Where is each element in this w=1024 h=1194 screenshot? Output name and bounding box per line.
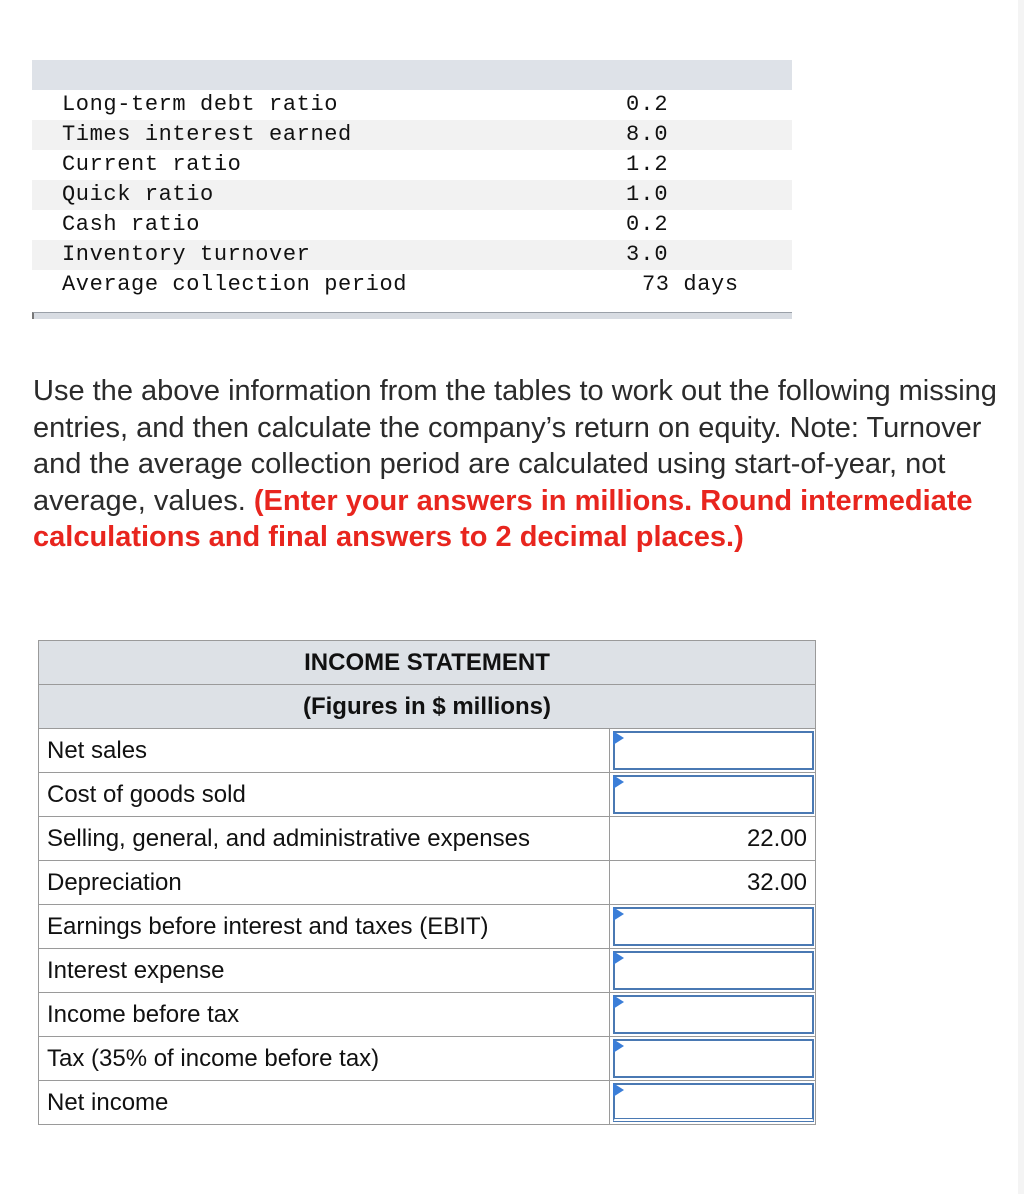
ratio-value: 8.0 bbox=[626, 122, 669, 147]
ebit-input[interactable] bbox=[613, 907, 814, 946]
answer-cell bbox=[610, 1081, 816, 1125]
ratio-row bbox=[32, 210, 792, 240]
input-flag-icon bbox=[613, 995, 624, 1009]
ratio-value: 73 days bbox=[642, 272, 739, 297]
interest-expense-input[interactable] bbox=[613, 951, 814, 990]
input-flag-icon bbox=[613, 1039, 624, 1053]
instructions-emphasis: (Enter your answers in millions. Round intermediate calculations and final answers to 2 decimal places.) bbox=[33, 484, 973, 553]
ratio-label: Quick ratio bbox=[62, 182, 214, 207]
row-label: Cost of goods sold bbox=[39, 773, 610, 817]
ratio-label: Long-term debt ratio bbox=[62, 92, 339, 117]
ratio-table-footer bbox=[32, 312, 792, 319]
ratio-label: Current ratio bbox=[62, 152, 242, 177]
answer-cell bbox=[610, 949, 816, 993]
answer-cell bbox=[610, 993, 816, 1037]
question-instructions bbox=[33, 373, 1018, 556]
ratio-row bbox=[32, 270, 792, 300]
row-label: Net sales bbox=[39, 729, 610, 773]
row-label: Net income bbox=[39, 1081, 610, 1125]
ratio-label: Cash ratio bbox=[62, 212, 201, 237]
ratio-label: Average collection period bbox=[62, 272, 408, 297]
input-flag-icon bbox=[613, 1083, 624, 1097]
ratio-value: 0.2 bbox=[626, 92, 669, 117]
answer-cell bbox=[610, 773, 816, 817]
income-statement-subtitle-row bbox=[39, 685, 816, 729]
row-label: Earnings before interest and taxes (EBIT) bbox=[39, 905, 610, 949]
input-flag-icon bbox=[613, 951, 624, 965]
ratio-value: 3.0 bbox=[626, 242, 669, 267]
instructions-text: Use the above information from the tables to work out the following missing entries, and then calculate the company’s return on equity. Note: Turnover and the average collection period are calculated using start-of-year, not average, values. bbox=[33, 375, 997, 517]
ratio-row bbox=[32, 120, 792, 150]
ratio-table bbox=[32, 60, 792, 319]
ratio-row bbox=[32, 240, 792, 270]
row-label: Tax (35% of income before tax) bbox=[39, 1037, 610, 1081]
input-flag-icon bbox=[613, 775, 624, 789]
table-row bbox=[39, 1037, 816, 1081]
table-row bbox=[39, 729, 816, 773]
ratio-row bbox=[32, 150, 792, 180]
ratio-table-header bbox=[32, 60, 792, 90]
income-before-tax-input[interactable] bbox=[613, 995, 814, 1034]
ratio-row bbox=[32, 90, 792, 120]
row-label: Interest expense bbox=[39, 949, 610, 993]
answer-cell bbox=[610, 729, 816, 773]
row-label: Income before tax bbox=[39, 993, 610, 1037]
table-row bbox=[39, 949, 816, 993]
input-flag-icon bbox=[613, 731, 624, 745]
ratio-value: 1.0 bbox=[626, 182, 669, 207]
table-row bbox=[39, 905, 816, 949]
row-label: Depreciation bbox=[39, 861, 610, 905]
cost-of-goods-sold-input[interactable] bbox=[613, 775, 814, 814]
income-statement-title: INCOME STATEMENT bbox=[39, 641, 816, 685]
tax-input[interactable] bbox=[613, 1039, 814, 1078]
net-income-input[interactable] bbox=[613, 1083, 814, 1122]
ratio-value: 0.2 bbox=[626, 212, 669, 237]
depreciation-value: 32.00 bbox=[610, 861, 816, 905]
answer-cell bbox=[610, 1037, 816, 1081]
table-row bbox=[39, 1081, 816, 1125]
table-row bbox=[39, 817, 816, 861]
income-statement-subtitle: (Figures in $ millions) bbox=[39, 685, 816, 729]
income-statement-table bbox=[38, 640, 816, 1125]
ratio-row bbox=[32, 180, 792, 210]
table-row bbox=[39, 861, 816, 905]
page-edge bbox=[1018, 0, 1024, 1194]
ratio-value: 1.2 bbox=[626, 152, 669, 177]
table-row bbox=[39, 993, 816, 1037]
sga-value: 22.00 bbox=[610, 817, 816, 861]
ratio-label: Times interest earned bbox=[62, 122, 352, 147]
table-row bbox=[39, 773, 816, 817]
income-statement-title-row bbox=[39, 641, 816, 685]
answer-cell bbox=[610, 905, 816, 949]
row-label: Selling, general, and administrative expenses bbox=[39, 817, 610, 861]
net-sales-input[interactable] bbox=[613, 731, 814, 770]
input-flag-icon bbox=[613, 907, 624, 921]
ratio-label: Inventory turnover bbox=[62, 242, 311, 267]
